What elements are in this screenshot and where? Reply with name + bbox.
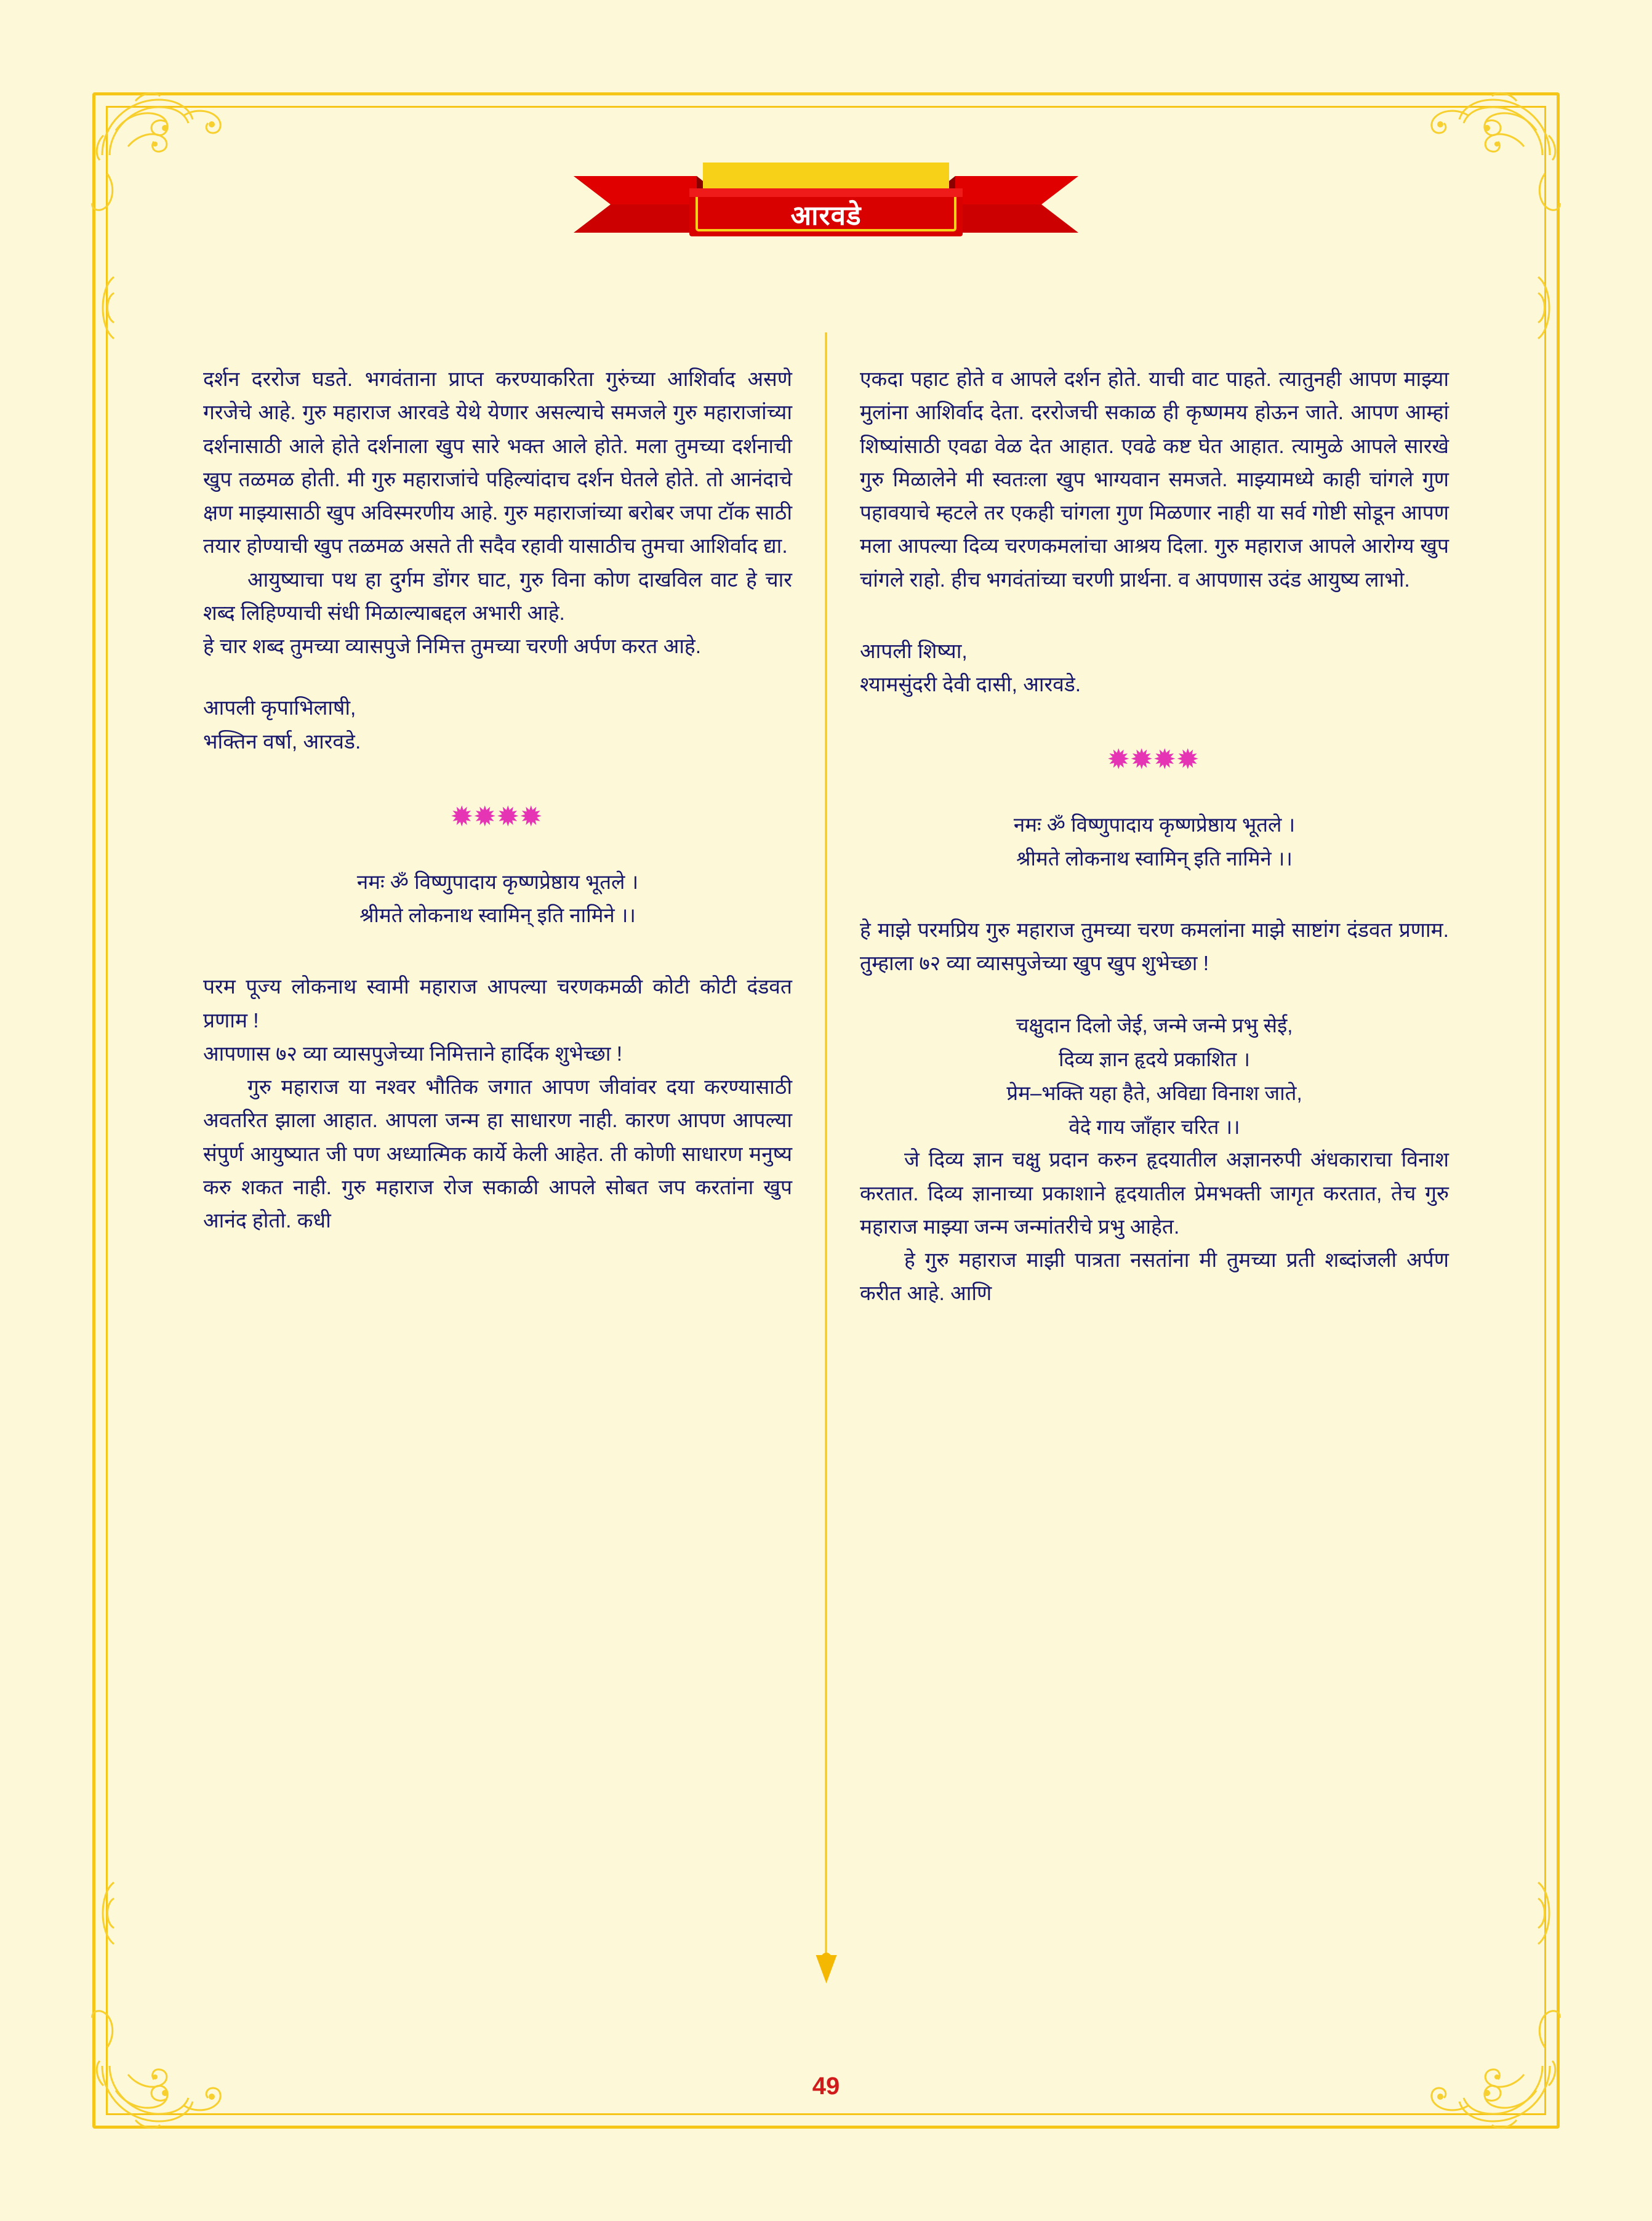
paragraph: दर्शन दररोज घडते. भगवंताना प्राप्त करण्याकरिता गुरुंच्या आशिर्वाद असणे गरजेचे आहे. गुरु महाराज आरवडे येथे येणार असल्याचे समजले गुरु महाराजांच्या दर्शनासाठी आले होते दर्शनाला खुप सारे भक्त आले होते. मला तुमच्या दर्शनाची खुप तळमळ होती. मी गुरु महाराजांचे पहिल्यांदाच दर्शन घेतले होते. तो आनंदाचे क्षण माझ्यासाठी खुप अविस्मरणीय आहे. गुरु महाराजांच्या बरोबर जपा टॉक साठी तयार होण्याची खुप तळमळ असते ती सदैव रहावी यासाठीच तुमचा आशिर्वाद द्या. bbox=[203, 368, 792, 558]
paragraph: हे चार शब्द तुमच्या व्यासपुजे निमित्त तुमच्या चरणी अर्पण करत आहे. bbox=[203, 635, 702, 659]
verse-line: श्रीमते लोकनाथ स्वामिन् इति नामिने ।। bbox=[1016, 846, 1293, 870]
poem-line: दिव्य ज्ञान हृदये प्रकाशित । bbox=[1059, 1048, 1250, 1071]
sanskrit-verse bbox=[860, 808, 1449, 876]
paragraph: हे माझे परमप्रिय गुरु महाराज तुमच्या चरण कमलांना माझे साष्टांग दंडवत प्रणाम. तुम्हाला ७२ व्या व्यासपुजेच्या खुप खुप शुभेच्छा ! bbox=[860, 918, 1449, 975]
paragraph: परम पूज्य लोकनाथ स्वामी महाराज आपल्या चरणकमळी कोटी कोटी दंडवत प्रणाम ! bbox=[203, 976, 792, 1032]
verse-line: नमः ॐ विष्णुपादाय कृष्णप्रेष्ठाय भूतले । bbox=[1013, 813, 1296, 837]
paragraph: गुरु महाराज या नश्वर भौतिक जगात आपण जीवांवर दया करण्यासाठी अवतरित झाला आहात. आपला जन्म हा साधारण नाही. कारण आपण आपल्या संपुर्ण आयुष्यात जी पण अध्यात्मिक कार्ये केली आहेत. ती कोणी साधारण मनुष्य करु शकत नाही. गुरु महाराज रोज सकाळी आपले सोबत जप करतांना खुप आनंद होतो. कधी bbox=[203, 1076, 792, 1233]
poem-line: वेदे गाय जाँहार चरित ।। bbox=[1069, 1115, 1240, 1138]
page-number: 49 bbox=[812, 2073, 840, 2100]
side-flourish-icon bbox=[1532, 1876, 1557, 1950]
section-separator-stars: ✹✹✹✹ bbox=[1108, 746, 1201, 774]
paragraph: हे गुरु महाराज माझी पात्रता नसतांना मी तुमच्या प्रती शब्दांजली अर्पण करीत आहे. आणि bbox=[860, 1249, 1449, 1306]
verse-line: नमः ॐ विष्णुपादाय कृष्णप्रेष्ठाय भूतले । bbox=[356, 870, 639, 893]
signature-line: आपली कृपाभिलाषी, bbox=[203, 697, 356, 720]
banner-title: आरवडे bbox=[790, 201, 862, 231]
ribbon-banner bbox=[567, 159, 1085, 257]
side-flourish-icon bbox=[95, 1876, 120, 1950]
poem-line: चक्षुदान दिलो जेई, जन्मे जन्मे प्रभु सेई, bbox=[1016, 1014, 1293, 1037]
signature-line: आपली शिष्या, bbox=[860, 640, 968, 663]
left-column bbox=[203, 363, 792, 1999]
poem-line: प्रेम–भक्ति यहा हैते, अविद्या विनाश जाते, bbox=[1006, 1081, 1302, 1104]
verse-line: श्रीमते लोकनाथ स्वामिन् इति नामिने ।। bbox=[359, 904, 636, 927]
signature-name: भक्तिन वर्षा, आरवडे. bbox=[203, 730, 361, 753]
side-flourish-icon bbox=[1532, 271, 1557, 345]
article-body bbox=[203, 363, 1449, 1999]
paragraph: एकदा पहाट होते व आपले दर्शन होते. याची वाट पाहते. त्यातुनही आपण माझ्या मुलांना आशिर्वाद देता. दररोजची सकाळ ही कृष्णमय होऊन जाते. आपण आम्हां शिष्यांसाठी एवढा वेळ देत आहात. एवढे कष्ट घेत आहात. त्यामुळे आपले सारखे गुरु मिळालेने मी स्वतःला खुप भाग्यवान समजते. माझ्यामध्ये काही चांगले गुण पहावयाचे म्हटले तर एकही चांगला गुण मिळणार नाही या सर्व गोष्टी सोडून आपण मला आपल्या दिव्य चरणकमलांचा आश्रय दिला. गुरु महाराज आपले आरोग्य खुप चांगले राहो. हीच भगवंतांच्या चरणी प्रार्थना. व आपणास उदंड आयुष्य लाभो. bbox=[860, 368, 1449, 592]
sanskrit-verse bbox=[203, 866, 792, 933]
signature-name: श्यामसुंदरी देवी दासी, आरवडे. bbox=[860, 673, 1081, 697]
side-flourish-icon bbox=[95, 271, 120, 345]
paragraph: आयुष्याचा पथ हा दुर्गम डोंगर घाट, गुरु विना कोण दाखविल वाट हे चार शब्द लिहिण्याची संधी मिळाल्याबद्दल अभारी आहे. bbox=[203, 568, 792, 625]
paragraph: जे दिव्य ज्ञान चक्षु प्रदान करुन हृदयातील अज्ञानरुपी अंधकाराचा विनाश करतात. दिव्य ज्ञानाच्या प्रकाशाने हृदयातील प्रेमभक्ती जागृत करतात, तेच गुरु महाराज माझ्या जन्म जन्मांतरीचे प्रभु आहेत. bbox=[860, 1149, 1449, 1239]
right-column bbox=[860, 363, 1449, 1999]
poem-block bbox=[860, 1009, 1449, 1144]
paragraph: आपणास ७२ व्या व्यासपुजेच्या निमित्ताने हार्दिक शुभेच्छा ! bbox=[203, 1042, 623, 1066]
section-separator-stars: ✹✹✹✹ bbox=[451, 803, 544, 830]
